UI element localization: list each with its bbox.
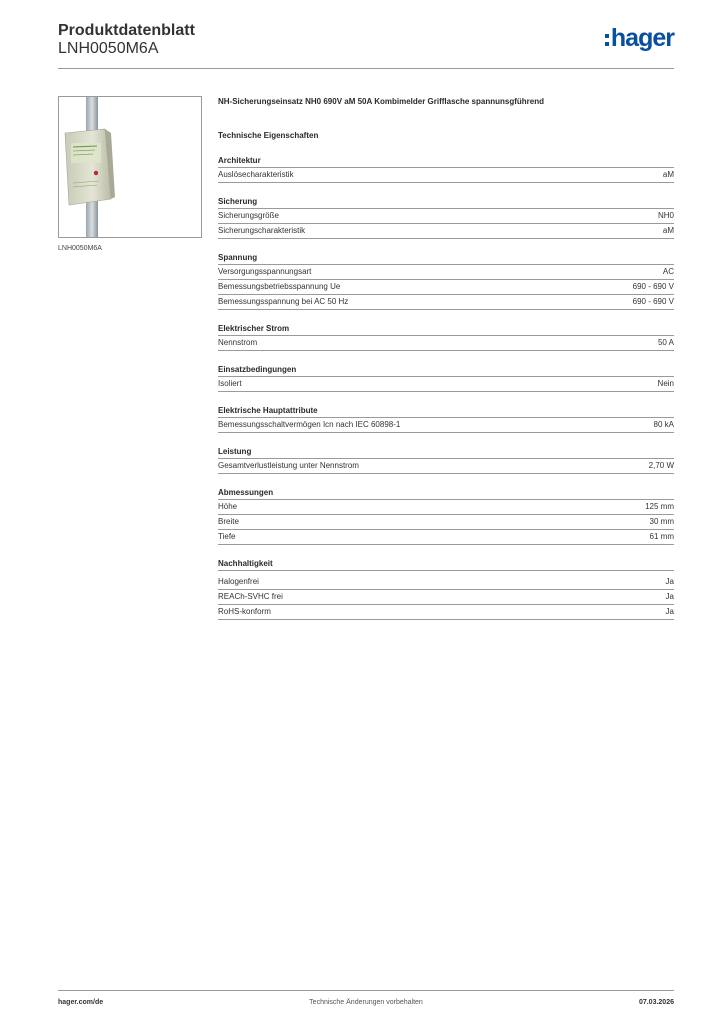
hager-logo bbox=[605, 24, 674, 52]
spec-section bbox=[218, 487, 674, 545]
spec-row bbox=[218, 209, 674, 224]
spec-value: AC bbox=[662, 267, 674, 276]
section-title: Spannung bbox=[218, 252, 674, 265]
spec-row bbox=[218, 515, 674, 530]
spec-label: Nennstrom bbox=[218, 338, 258, 347]
fuse-icon bbox=[59, 97, 201, 237]
spec-value: 30 mm bbox=[649, 517, 674, 526]
spec-label: Tiefe bbox=[218, 532, 236, 541]
spec-row bbox=[218, 590, 674, 605]
spec-row bbox=[218, 530, 674, 545]
spec-value: 80 kA bbox=[653, 420, 674, 429]
footer-date: 07.03.2026 bbox=[638, 999, 674, 1006]
spec-label: Sicherungscharakteristik bbox=[218, 226, 306, 235]
spec-label: Höhe bbox=[218, 502, 238, 511]
spec-value: 50 A bbox=[657, 338, 674, 347]
spec-value: 690 - 690 V bbox=[632, 297, 674, 306]
logo-text: hager bbox=[610, 23, 674, 52]
spec-row bbox=[218, 280, 674, 295]
spec-row bbox=[218, 265, 674, 280]
spec-section bbox=[218, 323, 674, 351]
spec-section bbox=[218, 155, 674, 183]
spec-section bbox=[218, 364, 674, 392]
section-title: Einsatzbedingungen bbox=[218, 364, 674, 377]
spec-value: 125 mm bbox=[645, 502, 674, 511]
spec-row bbox=[218, 418, 674, 433]
spec-value: aM bbox=[662, 170, 674, 179]
spec-label: REACh-SVHC frei bbox=[218, 592, 283, 601]
spec-label: Bemessungsschaltvermögen Icn nach IEC 60898-1 bbox=[218, 420, 401, 429]
spec-label: Sicherungsgröße bbox=[218, 211, 279, 220]
spec-section bbox=[218, 405, 674, 433]
product-image bbox=[58, 96, 202, 238]
page-header bbox=[58, 20, 674, 69]
spec-value: Ja bbox=[665, 607, 674, 616]
spec-row bbox=[218, 500, 674, 515]
spec-value: 61 mm bbox=[649, 532, 674, 541]
spec-section bbox=[218, 196, 674, 239]
spec-label: Gesamtverlustleistung unter Nennstrom bbox=[218, 461, 359, 470]
spec-value: Ja bbox=[665, 592, 674, 601]
spec-section bbox=[218, 446, 674, 474]
spec-label: Bemessungsbetriebsspannung Ue bbox=[218, 282, 341, 291]
section-title: Abmessungen bbox=[218, 487, 674, 500]
page-title: Produktdatenblatt bbox=[58, 22, 195, 39]
spec-row bbox=[218, 168, 674, 183]
spec-value: aM bbox=[662, 226, 674, 235]
spec-row bbox=[218, 224, 674, 239]
section-title: Leistung bbox=[218, 446, 674, 459]
footer-disclaimer: Technische Änderungen vorbehalten bbox=[309, 999, 423, 1006]
logo-dots-icon bbox=[605, 34, 609, 46]
spec-row bbox=[218, 377, 674, 392]
tech-properties-heading: Technische Eigenschaften bbox=[218, 131, 319, 140]
page-footer bbox=[58, 990, 674, 1006]
product-details bbox=[218, 96, 674, 620]
spec-section bbox=[218, 558, 674, 620]
spec-label: Bemessungsspannung bei AC 50 Hz bbox=[218, 297, 349, 306]
section-title: Nachhaltigkeit bbox=[218, 558, 674, 571]
spec-label: RoHS-konform bbox=[218, 607, 271, 616]
spec-value: Nein bbox=[657, 379, 674, 388]
spec-value: 2,70 W bbox=[648, 461, 674, 470]
spec-value: 690 - 690 V bbox=[632, 282, 674, 291]
product-description: NH-Sicherungseinsatz NH0 690V aM 50A Kombimelder Grifflasche spannunsgführend bbox=[218, 97, 544, 106]
section-title: Elektrische Hauptattribute bbox=[218, 405, 674, 418]
spec-row bbox=[218, 295, 674, 310]
spec-row bbox=[218, 575, 674, 590]
spec-value: NH0 bbox=[657, 211, 674, 220]
spec-row bbox=[218, 459, 674, 474]
spec-label: Breite bbox=[218, 517, 239, 526]
section-title: Sicherung bbox=[218, 196, 674, 209]
spec-row bbox=[218, 336, 674, 351]
spec-section bbox=[218, 252, 674, 310]
section-title: Elektrischer Strom bbox=[218, 323, 674, 336]
spec-label: Versorgungsspannungsart bbox=[218, 267, 312, 276]
footer-website-link[interactable]: hager.com/de bbox=[58, 999, 104, 1006]
product-image-caption: LNH0050M6A bbox=[58, 245, 102, 252]
product-code: LNH0050M6A bbox=[58, 40, 159, 57]
section-title: Architektur bbox=[218, 155, 674, 168]
spec-row bbox=[218, 605, 674, 620]
spec-label: Auslösecharakteristik bbox=[218, 170, 294, 179]
spec-value: Ja bbox=[665, 577, 674, 586]
spec-label: Halogenfrei bbox=[218, 577, 259, 586]
spec-label: Isoliert bbox=[218, 379, 242, 388]
